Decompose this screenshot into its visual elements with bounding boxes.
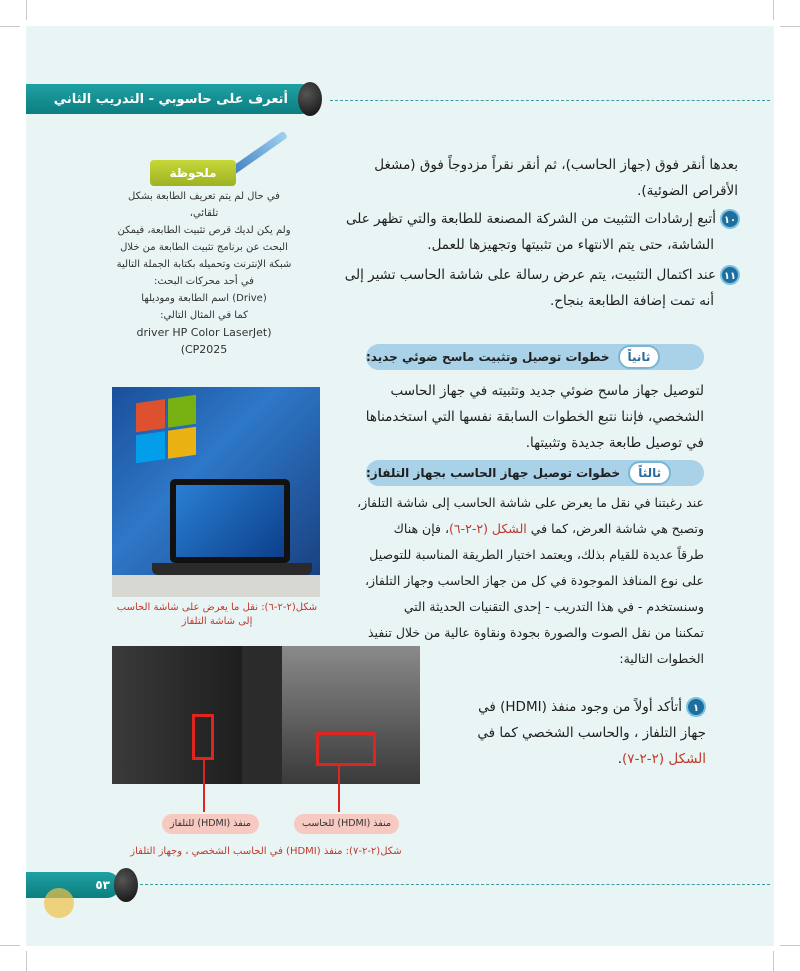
intro-line: الأقراص الضوئية). (637, 183, 738, 199)
section-tag: ثانياً (618, 345, 661, 369)
header-cap-icon (298, 82, 322, 116)
note-line: في أحد محركات البحث: (154, 276, 254, 287)
step-text: أنه تمت إضافة الطابعة بنجاح. (550, 293, 714, 309)
pc-port-arrow (338, 766, 340, 812)
chapter-header (26, 84, 316, 114)
section-paragraph (324, 378, 704, 456)
paragraph-line: الخطوات التالية: (619, 651, 704, 666)
note-line: شبكة الإنترنت وتحميله بكتابة الجملة التالية (116, 259, 292, 270)
laptop-base (152, 563, 312, 575)
step-number-badge: ١ (686, 697, 706, 717)
crop-mark (26, 951, 27, 971)
windows-logo-icon (136, 395, 196, 463)
tv-panel (112, 646, 242, 784)
laptop-photo (112, 387, 320, 597)
note-line: البحث عن برنامج تثبيت الطابعة من خلال (120, 242, 288, 253)
step-text: جهاز التلفاز ، والحاسب الشخصي كما في (477, 725, 706, 741)
paragraph-line: عند رغبتنا في نقل ما يعرض على شاشة الحاسب إلى شاشة التلفاز، (357, 495, 704, 510)
port-label-pc: منفذ (HDMI) للحاسب (294, 814, 399, 834)
figure-reference-link[interactable]: الشكل (٢-٢-٧) (622, 751, 706, 767)
section-heading (366, 460, 704, 486)
desk-surface (112, 575, 320, 597)
crop-mark (780, 945, 800, 946)
paragraph-line: طرقاً عديدة للقيام بذلك، ويعتمد اختيار الطريقة المناسبة للتوصيل (369, 547, 704, 562)
note-line: في حال لم يتم تعريف الطابعة بشكل تلقائي، (128, 191, 280, 219)
section-title: خطوات توصيل وتثبيت ماسح ضوئي جديد: (366, 350, 610, 364)
paragraph-line: الشخصي، فإننا نتبع الخطوات السابقة نفسها التي استخدمناها (365, 409, 704, 425)
paragraph-line: تمكننا من نقل الصوت والصورة بجودة ونقاوة عالية من خلال تنفيذ (367, 625, 704, 640)
figure-caption: شكل(٢-٢-٧): منفذ (HDMI) في الحاسب الشخصي ، وجهاز التلفاز (130, 846, 402, 857)
crop-mark (26, 0, 27, 20)
section-heading (366, 344, 704, 370)
crop-mark (780, 26, 800, 27)
note-line: (Drive) اسم الطابعة وموديلها (141, 293, 267, 304)
header-divider (330, 100, 770, 101)
step-text: الشاشة، حتى يتم الانتهاء من تثبيتها وتجهيزها للعمل. (427, 237, 714, 253)
note-badge: ملحوظة (150, 160, 236, 186)
pc-hdmi-highlight (316, 732, 376, 766)
step-item: ١أتأكد أولاً من وجود منفذ (HDMI) في جهاز التلفاز ، والحاسب الشخصي كما في الشكل (٢-٢-٧). (426, 694, 706, 772)
intro-paragraph (310, 152, 738, 204)
step-text: أتأكد أولاً من وجود منفذ (HDMI) في (478, 699, 682, 715)
caption-line: شكل(٢-٢-٦): نقل ما يعرض على شاشة الحاسب (116, 602, 318, 613)
hdmi-ports-photo (112, 646, 420, 784)
section-paragraph (324, 490, 704, 672)
note-line: (driver HP Color LaserJet CP2025) (136, 326, 272, 356)
crop-mark (773, 951, 774, 971)
crop-mark (0, 945, 20, 946)
footer-cap-icon (114, 868, 138, 902)
step-text: أتبع إرشادات التثبيت من الشركة المصنعة للطابعة والتي تظهر على (346, 211, 716, 227)
step-number-badge: ١٠ (720, 209, 740, 229)
note-line: ولم يكن لديك قرص تثبيت الطابعة، فيمكن (117, 225, 291, 236)
figure-reference-link[interactable]: الشكل (٢-٢-٦) (449, 521, 527, 536)
paragraph-line: وتصبح هي شاشة العرض، كما في الشكل (٢-٢-٦)، فإن هناك (393, 521, 704, 536)
tv-hdmi-highlight (192, 714, 214, 760)
page-number: ٥٣ (26, 872, 120, 898)
section-tag: ثالثاً (628, 461, 671, 485)
paragraph-line: وسنستخدم - في هذا التدريب - إحدى التقنيات الحديثة التي (403, 599, 704, 614)
step-item (300, 262, 740, 314)
intro-line: بعدها أنقر فوق (جهاز الحاسب)، ثم أنقر نقراً مزدوجاً فوق (مشغل (374, 157, 738, 173)
paragraph-line: في توصيل طابعة جديدة وتثبيتها. (525, 435, 704, 451)
note-line: كما في المثال التالي: (160, 310, 248, 321)
figure-caption (112, 601, 322, 629)
paragraph-line: لتوصيل جهاز ماسح ضوئي جديد وتثبيته في جهاز الحاسب (390, 383, 704, 399)
chapter-title: أتعرف على حاسوبي - التدريب الثاني (53, 91, 288, 107)
footer-divider (140, 884, 770, 885)
laptop-screen (170, 479, 290, 563)
paragraph-line: على نوع المنافذ الموجودة في كل من جهاز الحاسب وجهاز التلفاز، (364, 573, 704, 588)
publisher-logo-icon (44, 888, 74, 918)
step-item (300, 206, 740, 258)
note-box (114, 174, 294, 356)
step-text: عند اكتمال التثبيت، يتم عرض رسالة على شاشة الحاسب تشير إلى (344, 267, 716, 283)
section-title: خطوات توصيل جهاز الحاسب بجهاز التلفاز: (366, 466, 621, 480)
port-label-tv: منفذ (HDMI) للتلفاز (162, 814, 259, 834)
tv-port-arrow (203, 760, 205, 812)
caption-line: إلى شاشة التلفاز (181, 616, 253, 627)
crop-mark (773, 0, 774, 20)
crop-mark (0, 26, 20, 27)
step-number-badge: ١١ (720, 265, 740, 285)
